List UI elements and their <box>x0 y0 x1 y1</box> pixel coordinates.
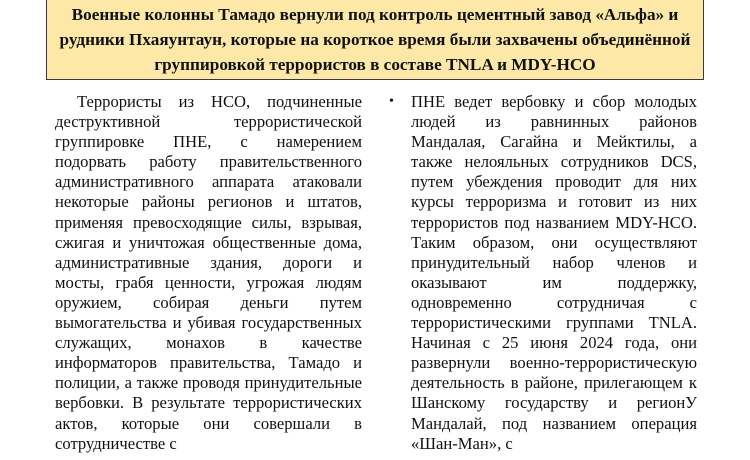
headline: Военные колонны Тамадо вернули под контроль цементный завод «Альфа» и рудники Пхаяунтаун, которые на короткое время были захвачены объединённой группировкой террористов в составе TNLA и MDY-НСО <box>59 5 691 74</box>
headline-box <box>46 0 704 80</box>
bullet-text: ПНЕ ведет вербовку и сбор молодых людей из равнинных районов Мандалая, Сагайна и Мейктилы, а также нелояльных сотрудников DCS, путем убеждения проводит для них курсы терроризма и готовит из них террористов под названием MDY-НСО. Таким образом, они осуществляют принудительный набор членов и оказывают им поддержку, одновременно сотрудничая с террористическими группами TNLA. Начиная с 25 июня 2024 года, они развернули военно-террористическую деятельность в районе, прилегающем к Шанскому государству и регионУ Мандалай, под названием операция «Шан-Ман», с <box>411 92 697 453</box>
left-paragraph: Террористы из НСО, подчиненные деструктивной террористической группировке ПНЕ, с намерением подорвать работу правительственного административного аппарата атаковали некоторые районы регионов и штатов, применяя превосходящие силы, взрывая, сжигая и уничтожая общественные дома, административные здания, дороги и мосты, грабя ценности, угрожая людям оружием, собирая деньги путем вымогательства и убивая государственных служащих, монахов в качестве информаторов правительства, Тамадо и полиции, а также проводя принудительные вербовки. В результате террористических актов, которые они совершали в сотрудничестве с <box>55 92 362 453</box>
bullet-item <box>387 92 697 454</box>
right-column <box>387 92 697 454</box>
left-column <box>55 92 362 454</box>
bullet-icon: • <box>389 94 394 109</box>
